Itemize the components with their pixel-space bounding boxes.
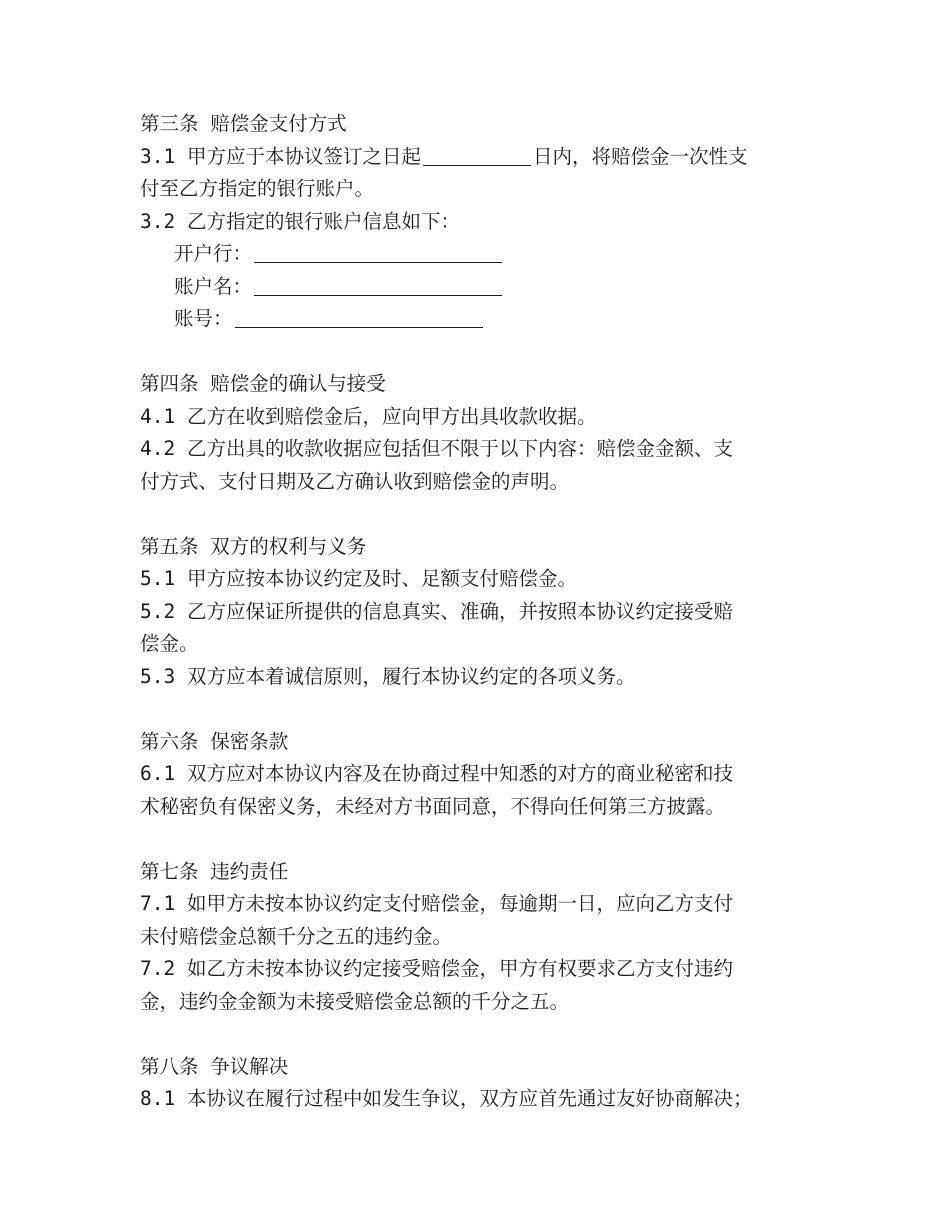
section-3-title: 第三条 赔偿金支付方式 xyxy=(140,112,347,135)
account-name-field-row xyxy=(140,271,840,304)
clause-3-1-suffix: 日内，将赔偿金一次性支 xyxy=(532,144,748,168)
clause-7-2-line-1: 7.2 如乙方未按本协议约定接受赔偿金，甲方有权要求乙方支付违约 xyxy=(140,957,733,980)
clause-5-3: 5.3 双方应本着诚信原则，履行本协议约定的各项义务。 xyxy=(140,664,636,688)
section-4-title: 第四条 赔偿金的确认与接受 xyxy=(140,372,386,395)
payment-days-blank[interactable] xyxy=(423,145,531,166)
section-8-title: 第八条 争议解决 xyxy=(140,1054,289,1078)
clause-3-2: 3.2 乙方指定的银行账户信息如下： xyxy=(140,209,460,233)
clause-8-1-line-1: 8.1 本协议在履行过程中如发生争议，双方应首先通过友好协商解决； xyxy=(140,1087,753,1110)
account-name-label: 账户名： xyxy=(174,274,253,298)
section-7-title: 第七条 违约责任 xyxy=(140,859,289,883)
account-number-label: 账号： xyxy=(174,307,233,330)
clause-7-2-line-2: 金，违约金金额为未接受赔偿金总额的千分之五。 xyxy=(140,989,570,1013)
section-gap xyxy=(140,1018,840,1051)
section-gap xyxy=(140,498,840,531)
clause-7-1-line-2: 未付赔偿金总额千分之五的违约金。 xyxy=(140,924,453,948)
section-gap xyxy=(140,336,840,369)
section-5-title: 第五条 双方的权利与义务 xyxy=(140,534,367,558)
bank-field-row xyxy=(140,238,840,271)
account-number-blank[interactable] xyxy=(235,307,483,328)
section-6-title: 第六条 保密条款 xyxy=(140,729,289,753)
section-gap xyxy=(140,823,840,856)
account-name-blank[interactable] xyxy=(254,275,502,296)
clause-6-1-line-1: 6.1 双方应对本协议内容及在协商过程中知悉的对方的商业秘密和技 xyxy=(140,762,733,785)
bank-label: 开户行： xyxy=(174,242,253,265)
bank-blank[interactable] xyxy=(254,242,502,263)
clause-4-1: 4.1 乙方在收到赔偿金后，应向甲方出具收款收据。 xyxy=(140,404,597,428)
section-gap xyxy=(140,693,840,726)
agreement-document xyxy=(140,108,840,1116)
clause-3-1-line-2: 付至乙方指定的银行账户。 xyxy=(140,177,375,200)
clause-6-1-line-2: 术秘密负有保密义务，未经对方书面同意，不得向任何第三方披露。 xyxy=(140,794,726,818)
clause-7-1-line-1: 7.1 如甲方未按本协议约定支付赔偿金，每逾期一日，应向乙方支付 xyxy=(140,892,733,915)
account-number-field-row xyxy=(140,303,840,336)
clause-3-1-prefix: 3.1 甲方应于本协议签订之日起 xyxy=(140,144,421,168)
clause-5-1: 5.1 甲方应按本协议约定及时、足额支付赔偿金。 xyxy=(140,567,577,590)
clause-5-2-line-2: 偿金。 xyxy=(140,632,199,655)
clause-4-2-line-2: 付方式、支付日期及乙方确认收到赔偿金的声明。 xyxy=(140,469,570,493)
clause-3-1-line-1 xyxy=(140,141,840,174)
clause-4-2-line-1: 4.2 乙方出具的收款收据应包括但不限于以下内容：赔偿金金额、支 xyxy=(140,437,733,460)
clause-5-2-line-1: 5.2 乙方应保证所提供的信息真实、准确，并按照本协议约定接受赔 xyxy=(140,599,733,623)
